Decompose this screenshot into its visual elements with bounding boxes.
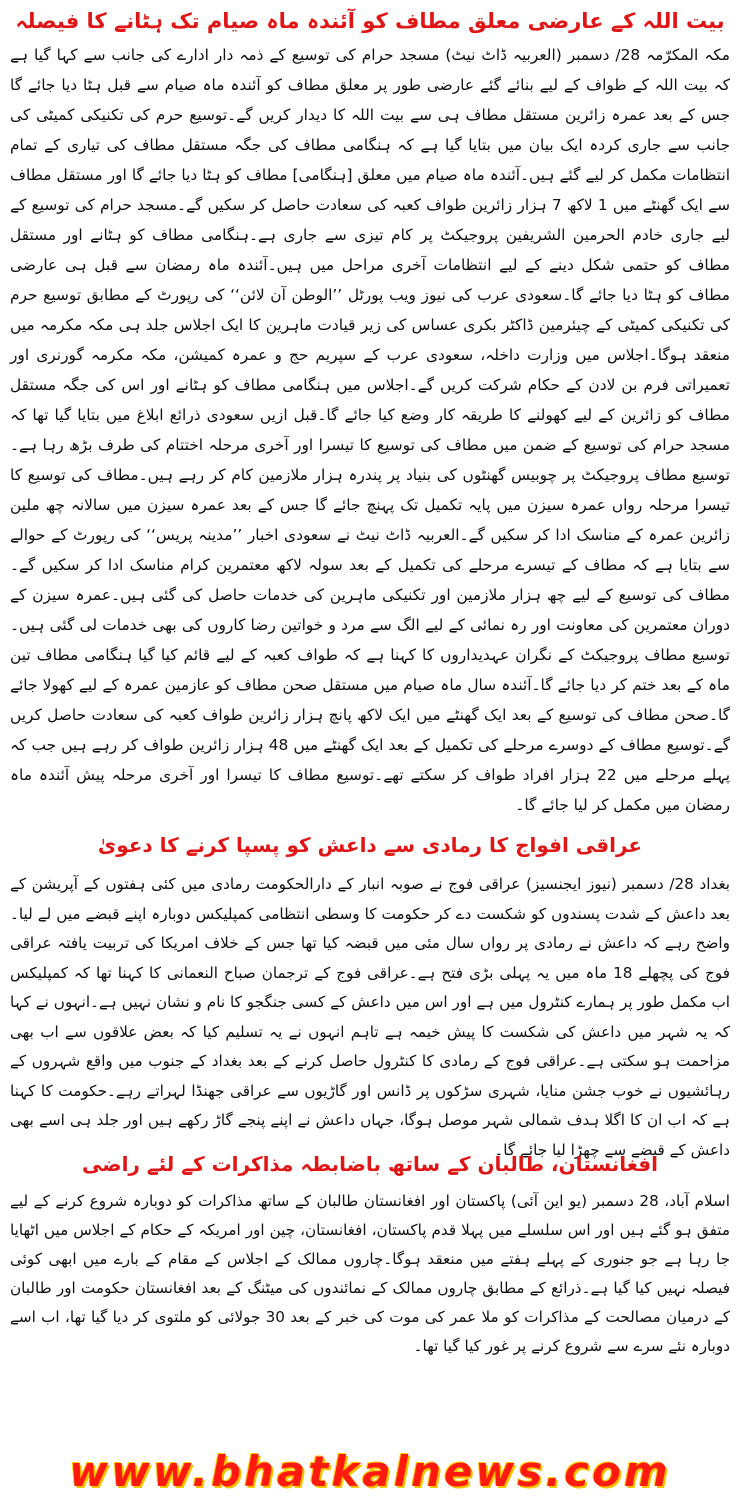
- article-afghanistan-taliban-body: اسلام آباد، 28 دسمبر (یو این آئی) پاکستان اور افغانستان طالبان کے ساتھ مذاکرات کو دوبارہ شروع کرنے کے لیے متفق ہو گئے ہیں اور اس سلسلے میں پہلا قدم پاکستان، افغانستان، چین اور امریکہ کے حکام کے اجلاس میں اٹھایا جا رہا ہے جو جنوری کے پہلے ہفتے میں منعقد ہوگا۔چاروں ممالک کے اجلاس کے مقام کے بارے میں ابھی کوئی فیصلہ نہیں کیا گیا ہے۔ذرائع کے مطابق چاروں ممالک کے نمائندوں کی میٹنگ کے بعد افغانستان حکومت اور طالبان کے درمیان مصالحت کے مذاکرات کو ملا عمر کی موت کی خبر کے بعد 30 جولائی کو ملتوی کر دیا گیا تھا، اب اسے دوبارہ نئے سرے سے شروع کرنے پر غور کیا گیا تھا۔: [10, 1192, 731, 1355]
- footer-banner: [0, 1442, 740, 1500]
- headline-kaaba-mataf: بیت اللہ کے عارضی معلق مطاف کو آئندہ ماہ صیام تک ہٹانے کا فیصلہ: [15, 9, 725, 33]
- headline-iraq-ramadi: عراقی افواج کا رمادی سے داعش کو پسپا کرنے کا دعویٰ: [97, 833, 643, 857]
- site-url-watermark[interactable]: www.bhatkalnews.com: [69, 1446, 671, 1496]
- article-kaaba-mataf-body: مکہ المکرّمہ 28/ دسمبر (العربیہ ڈاٹ نیٹ) مسجد حرام کی توسیع کے ذمہ دار ادارے کی جانب سے کہا گیا ہے کہ بیت اللہ کے طواف کے لیے بنائے گئے عارضی طور پر معلق مطاف کو آئندہ ماہ صیام سے قبل ہٹا دیا جائے گا جس کے بعد عمرہ زائرین مستقل مطاف ہی سے بیت اللہ کا دیدار کریں گے۔توسیع حرم کی تکنیکی کمیٹی کی جانب سے جاری کردہ ایک بیان میں بتایا گیا ہے کہ ہنگامی مطاف کی جگہ مستقل مطاف کی تیاری کے تمام انتظامات مکمل کر لیے گئے ہیں۔آئندہ ماہ صیام میں معلق [ہنگامی] مطاف کو ہٹا دیا جائے گا اور مستقل مطاف سے ایک گھنٹے میں 1 لاکھ 7 ہزار زائرین طواف کعبہ کی سعادت حاصل کر سکیں گے۔مسجد حرام کی توسیع کے لیے جاری خادم الحرمین الشریفین پروجیکٹ پر کام تیزی سے جاری ہے۔ہنگامی مطاف کو ہٹانے اور مستقل مطاف کو حتمی شکل دینے کے لیے انتظامات آخری مراحل میں ہیں۔آئندہ ماہ رمضان سے قبل ہی عارضی مطاف کو ہٹا دیا جائے گا۔سعودی عرب کی نیوز ویب پورٹل ’’الوطن آن لائن‘‘ کی رپورٹ کے مطابق توسیع حرم کی تکنیکی کمیٹی کے چیئرمین ڈاکٹر بکری عساس کی زیر قیادت ماہرین کا ایک اجلاس جلد ہی مکہ مکرمہ میں منعقد ہوگا۔اجلاس میں وزارت داخلہ، سعودی عرب کے سپریم حج و عمرہ کمیشن، مکہ مکرمہ گورنری اور تعمیراتی فرم بن لادن کے حکام شرکت کریں گے۔اجلاس میں ہنگامی مطاف کو ہٹانے اور اس کی جگہ مستقل مطاف کو زائرین کے لیے کھولنے کا طریقہ کار وضع کیا جائے گا۔قبل ازیں سعودی ذرائع ابلاغ میں بتایا گیا تھا کہ مسجد حرام کی توسیع کے ضمن میں مطاف کی توسیع کا تیسرا اور آخری مرحلہ اختتام کی طرف بڑھ رہا ہے۔توسیع مطاف پروجیکٹ پر چوبیس گھنٹوں کی بنیاد پر پندرہ ہزار ملازمین کام کر رہے ہیں۔مطاف کی توسیع کا تیسرا مرحلہ رواں عمرہ سیزن میں پایہ تکمیل تک پہنچ جائے گا جس کے بعد عمرہ سیزن میں سالانہ چھ ملین زائرین عمرہ کے مناسک ادا کر سکیں گے۔العربیہ ڈاٹ نیٹ نے سعودی اخبار ’’مدینہ پریس‘‘ کی رپورٹ کے حوالے سے بتایا ہے کہ مطاف کے تیسرے مرحلے کی تکمیل کے بعد سولہ لاکھ معتمرین کرام مناسک ادا کر سکیں گے۔مطاف کی توسیع کے لیے چھ ہزار ملازمین اور تکنیکی ماہرین کی خدمات حاصل کی گئی ہیں۔عمرہ سیزن کے دوران معتمرین کی معاونت اور رہ نمائی کے لیے الگ سے مرد و خواتین رضا کاروں کی بھی خدمات لی گئی ہیں۔توسیع مطاف پروجیکٹ کے نگران عہدیداروں کا کہنا ہے کہ طواف کعبہ کے لیے قائم کیا گیا ہنگامی مطاف تین ماہ کے بعد ختم کر دیا جائے گا۔آئندہ سال ماہ صیام میں مستقل صحن مطاف کو عازمین عمرہ کے لیے کھولا جائے گا۔صحن مطاف کی توسیع کے بعد ایک گھنٹے میں ایک لاکھ پانچ ہزار زائرین طواف کعبہ کی سعادت حاصل کریں گے۔توسیع مطاف کے دوسرے مرحلے کی تکمیل کے بعد ایک گھنٹے میں 48 ہزار زائرین طواف کر رہے ہیں جب کہ پہلے مرحلے میں 22 ہزار افراد طواف کر سکتے تھے۔توسیع مطاف کا تیسرا اور آخری مرحلہ پیش آئندہ ماہ رمضان میں مکمل کر لیا جائے گا۔: [10, 46, 730, 814]
- article-iraq-ramadi-body: بغداد 28/ دسمبر (نیوز ایجنسیز) عراقی فوج نے صوبہ انبار کے دارالحکومت رمادی میں کئی ہفتوں کے آپریشن کے بعد داعش کے شدت پسندوں کو شکست دے کر حکومت کا وسطی انتظامی کمپلیکس دوبارہ اپنے قبضے میں لے لیا۔واضح رہے کہ داعش نے رمادی پر رواں سال مئی میں قبضہ کیا تھا جس کے خلاف امریکا کی تربیت یافتہ عراقی فوج کی پچھلے 18 ماہ میں یہ پہلی بڑی فتح ہے۔عراقی فوج کے ترجمان صباح النعمانی کا کہنا تھا کہ کمپلیکس اب مکمل طور پر ہمارے کنٹرول میں ہے اور اس میں داعش کے کسی جنگجو کا نام و نشان نہیں ہے۔انہوں نے کہا کہ یہ شہر میں داعش کی شکست کا پیش خیمہ ہے تاہم انہوں نے یہ تسلیم کیا کہ بعض علاقوں سے اب بھی مزاحمت ہو سکتی ہے۔عراقی فوج کے رمادی کا کنٹرول حاصل کرنے کے بعد بغداد کے جنوب میں واقع شہروں کے رہائشیوں نے خوب جشن منایا، شہری سڑکوں پر ڈانس اور گاڑیوں سے عراقی جھنڈا لہراتے رہے۔حکومت کا کہنا ہے کہ اب ان کا اگلا ہدف شمالی شہر موصل ہوگا، جہاں داعش نے اپنے پنجے گاڑ رکھے ہیں اور جلد ہی اسے بھی داعش کے قبضے سے چھڑا لیا جائے گا۔: [10, 875, 731, 1159]
- headline-afghanistan-taliban: افغانستان، طالبان کے ساتھ باضابطہ مذاکرات کے لئے راضی: [82, 1152, 658, 1176]
